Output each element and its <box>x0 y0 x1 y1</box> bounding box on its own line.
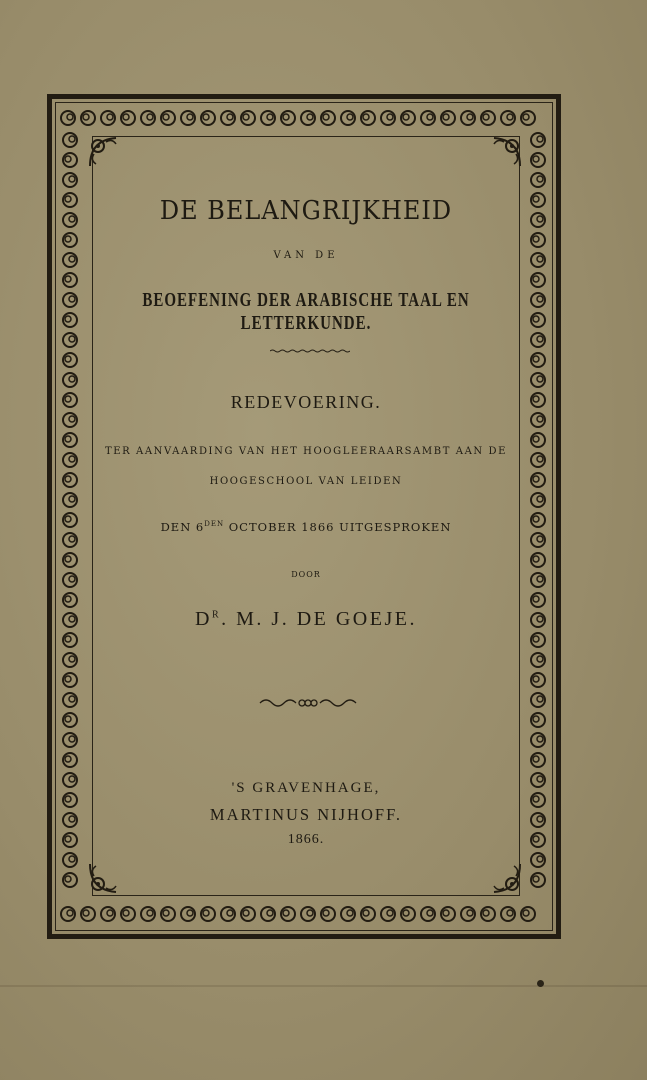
border-scroll-icon <box>63 793 77 807</box>
border-scroll-icon <box>161 111 175 125</box>
border-scroll-icon <box>261 907 275 921</box>
border-scroll-icon <box>321 111 335 125</box>
border-scroll-icon <box>63 253 77 267</box>
border-scroll-icon <box>63 713 77 727</box>
border-scroll-icon <box>531 533 545 547</box>
border-scroll-icon <box>63 493 77 507</box>
border-scroll-icon <box>361 111 375 125</box>
border-scroll-icon <box>401 111 415 125</box>
border-scroll-icon <box>461 907 475 921</box>
border-scroll-icon <box>181 111 195 125</box>
occasion-line-2: HOOGESCHOOL VAN LEIDEN <box>209 476 403 487</box>
border-scroll-icon <box>531 253 545 267</box>
date-prefix: DEN 6 <box>160 520 205 534</box>
border-scroll-icon <box>63 813 77 827</box>
author-name <box>92 608 520 631</box>
book-subtitle: BEOEFENING DER ARABISCHE TAAL EN LETTERKUNDE. <box>142 290 470 335</box>
border-scroll-icon <box>63 553 77 567</box>
border-scroll-icon <box>63 193 77 207</box>
border-scroll-icon <box>401 907 415 921</box>
fold-mark <box>0 985 647 987</box>
border-scroll-icon <box>531 233 545 247</box>
border-scroll-icon <box>63 373 77 387</box>
flourish-ornament-icon <box>258 696 358 710</box>
border-scroll-icon <box>421 111 435 125</box>
border-scroll-icon <box>201 111 215 125</box>
border-scroll-icon <box>63 293 77 307</box>
border-scroll-icon <box>61 907 75 921</box>
bottom-ornament-border <box>58 902 550 926</box>
border-scroll-icon <box>101 111 115 125</box>
border-scroll-icon <box>501 111 515 125</box>
border-scroll-icon <box>531 873 545 887</box>
border-scroll-icon <box>221 907 235 921</box>
border-scroll-icon <box>531 673 545 687</box>
date-superscript: DEN <box>204 520 225 529</box>
border-scroll-icon <box>341 907 355 921</box>
border-scroll-icon <box>63 653 77 667</box>
left-ornament-border <box>58 130 82 902</box>
border-scroll-icon <box>63 733 77 747</box>
date-suffix: OCTOBER 1866 UITGESPROKEN <box>224 520 452 534</box>
border-scroll-icon <box>81 111 95 125</box>
border-scroll-icon <box>501 907 515 921</box>
border-scroll-icon <box>141 907 155 921</box>
border-scroll-icon <box>441 907 455 921</box>
ink-spot <box>537 980 544 987</box>
border-scroll-icon <box>301 111 315 125</box>
border-scroll-icon <box>301 907 315 921</box>
border-scroll-icon <box>161 907 175 921</box>
border-scroll-icon <box>531 273 545 287</box>
border-scroll-icon <box>521 907 535 921</box>
book-title: DE BELANGRIJKHEID <box>159 194 453 226</box>
border-scroll-icon <box>121 111 135 125</box>
border-scroll-icon <box>521 111 535 125</box>
right-ornament-border <box>526 130 550 902</box>
border-scroll-icon <box>63 573 77 587</box>
border-scroll-icon <box>181 907 195 921</box>
corner-scroll-icon <box>84 858 124 898</box>
author-prefix: D <box>195 608 212 630</box>
border-scroll-icon <box>63 693 77 707</box>
border-scroll-icon <box>63 533 77 547</box>
border-scroll-icon <box>63 673 77 687</box>
border-scroll-icon <box>531 713 545 727</box>
border-scroll-icon <box>531 493 545 507</box>
border-scroll-icon <box>63 753 77 767</box>
border-scroll-icon <box>221 111 235 125</box>
corner-scroll-icon <box>486 132 526 172</box>
border-scroll-icon <box>321 907 335 921</box>
border-scroll-icon <box>531 433 545 447</box>
author-superscript: R <box>211 609 222 621</box>
border-scroll-icon <box>63 173 77 187</box>
border-scroll-icon <box>531 453 545 467</box>
border-scroll-icon <box>531 373 545 387</box>
border-scroll-icon <box>531 313 545 327</box>
border-scroll-icon <box>531 413 545 427</box>
border-scroll-icon <box>531 853 545 867</box>
border-scroll-icon <box>63 273 77 287</box>
border-scroll-icon <box>531 553 545 567</box>
border-scroll-icon <box>63 513 77 527</box>
border-scroll-icon <box>531 653 545 667</box>
border-scroll-icon <box>141 111 155 125</box>
border-scroll-icon <box>63 413 77 427</box>
date-line <box>92 520 520 534</box>
title-connector: VAN DE <box>273 250 339 261</box>
border-scroll-icon <box>531 793 545 807</box>
border-scroll-icon <box>531 773 545 787</box>
border-scroll-icon <box>531 473 545 487</box>
border-scroll-icon <box>531 393 545 407</box>
border-scroll-icon <box>63 853 77 867</box>
border-scroll-icon <box>63 773 77 787</box>
border-scroll-icon <box>531 613 545 627</box>
border-scroll-icon <box>531 333 545 347</box>
border-scroll-icon <box>531 753 545 767</box>
border-scroll-icon <box>531 633 545 647</box>
border-scroll-icon <box>281 907 295 921</box>
border-scroll-icon <box>461 111 475 125</box>
border-scroll-icon <box>63 433 77 447</box>
border-scroll-icon <box>63 153 77 167</box>
border-scroll-icon <box>531 153 545 167</box>
occasion-line-1: TER AANVAARDING VAN HET HOOGLEERAARSAMBT AAN DE <box>104 446 508 457</box>
by-line: DOOR <box>291 570 321 579</box>
border-scroll-icon <box>63 233 77 247</box>
border-scroll-icon <box>421 907 435 921</box>
border-scroll-icon <box>63 833 77 847</box>
border-scroll-icon <box>531 293 545 307</box>
border-scroll-icon <box>381 111 395 125</box>
top-ornament-border <box>58 106 550 130</box>
border-scroll-icon <box>241 111 255 125</box>
border-scroll-icon <box>63 393 77 407</box>
border-scroll-icon <box>261 111 275 125</box>
corner-scroll-icon <box>486 858 526 898</box>
imprint-year: 1866. <box>287 832 325 847</box>
border-scroll-icon <box>531 733 545 747</box>
border-scroll-icon <box>531 213 545 227</box>
border-scroll-icon <box>81 907 95 921</box>
border-scroll-icon <box>281 111 295 125</box>
border-scroll-icon <box>63 213 77 227</box>
border-scroll-icon <box>341 111 355 125</box>
border-scroll-icon <box>531 173 545 187</box>
border-scroll-icon <box>63 333 77 347</box>
border-scroll-icon <box>63 313 77 327</box>
wavy-rule <box>270 349 350 353</box>
border-scroll-icon <box>531 693 545 707</box>
border-scroll-icon <box>381 907 395 921</box>
border-scroll-icon <box>61 111 75 125</box>
border-scroll-icon <box>531 353 545 367</box>
border-scroll-icon <box>63 593 77 607</box>
border-scroll-icon <box>121 907 135 921</box>
border-scroll-icon <box>63 613 77 627</box>
border-scroll-icon <box>531 133 545 147</box>
border-scroll-icon <box>531 813 545 827</box>
border-scroll-icon <box>531 833 545 847</box>
author-rest: . M. J. DE GOEJE. <box>221 608 417 630</box>
border-scroll-icon <box>531 193 545 207</box>
border-scroll-icon <box>241 907 255 921</box>
border-scroll-icon <box>361 907 375 921</box>
border-scroll-icon <box>63 633 77 647</box>
border-scroll-icon <box>63 353 77 367</box>
corner-scroll-icon <box>84 132 124 172</box>
border-scroll-icon <box>63 473 77 487</box>
border-scroll-icon <box>63 453 77 467</box>
border-scroll-icon <box>531 573 545 587</box>
border-scroll-icon <box>531 513 545 527</box>
imprint-place: 'S GRAVENHAGE, <box>231 780 381 796</box>
border-scroll-icon <box>63 873 77 887</box>
genre-heading: REDEVOERING. <box>230 392 382 412</box>
imprint-publisher: MARTINUS NIJHOFF. <box>209 805 403 824</box>
border-scroll-icon <box>201 907 215 921</box>
border-scroll-icon <box>531 593 545 607</box>
border-scroll-icon <box>481 907 495 921</box>
border-scroll-icon <box>63 133 77 147</box>
border-scroll-icon <box>441 111 455 125</box>
border-scroll-icon <box>101 907 115 921</box>
border-scroll-icon <box>481 111 495 125</box>
